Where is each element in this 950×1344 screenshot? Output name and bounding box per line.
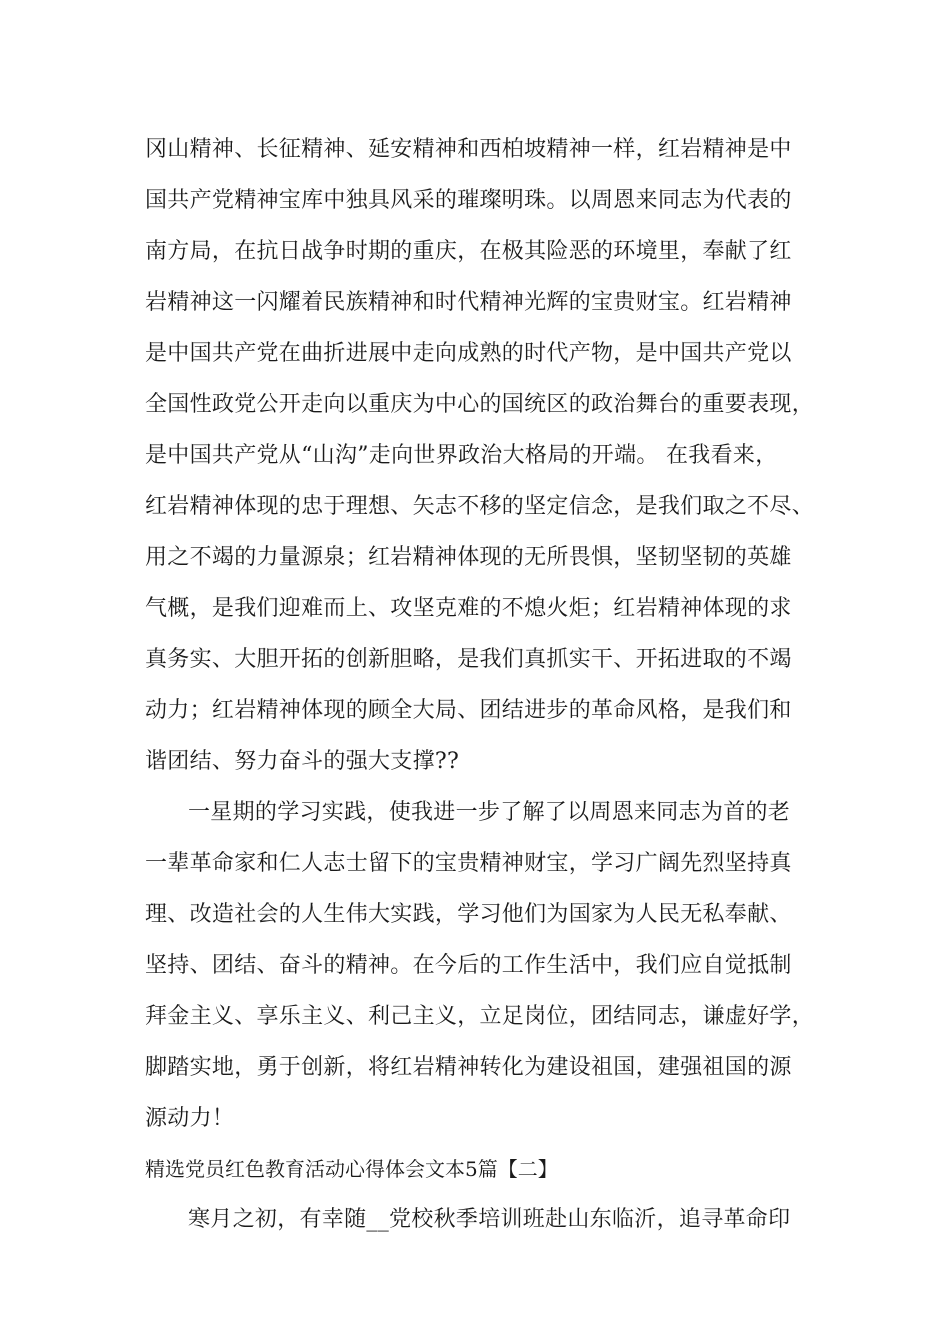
text-line: 用之不竭的力量源泉；红岩精神体现的无所畏惧，坚韧坚韧的英雄 (145, 545, 792, 570)
paragraph-first-line: 寒月之初，有幸随__党校秋季培训班赴山东临沂，追寻革命印 (188, 1207, 791, 1232)
text-line: 全国性政党公开走向以重庆为中心的国统区的政治舞台的重要表现， (145, 392, 815, 417)
text-line: 谐团结、努力奋斗的强大支撑?? (145, 749, 460, 774)
text-line: 是中国共产党在曲折进展中走向成熟的时代产物，是中国共产党以 (145, 341, 792, 366)
section-heading: 精选党员红色教育活动心得体会文本5篇【二】 (145, 1157, 558, 1181)
text-line: 动力；红岩精神体现的顾全大局、团结进步的革命风格，是我们和 (145, 698, 792, 723)
text-line: 气概，是我们迎难而上、攻坚克难的不熄火炬；红岩精神体现的求 (145, 596, 792, 621)
text-line: 红岩精神体现的忠于理想、矢志不移的坚定信念，是我们取之不尽、 (145, 494, 815, 519)
text-line: 源动力！ (145, 1106, 235, 1131)
text-line: 岩精神这一闪耀着民族精神和时代精神光辉的宝贵财宝。红岩精神 (145, 290, 792, 315)
text-line: 国共产党精神宝库中独具风采的璀璨明珠。以周恩来同志为代表的 (145, 188, 792, 213)
paragraph-first-line: 一星期的学习实践，使我进一步了解了以周恩来同志为首的老 (188, 800, 791, 825)
text-line: 一辈革命家和仁人志士留下的宝贵精神财宝，学习广阔先烈坚持真 (145, 851, 792, 876)
text-line: 理、改造社会的人生伟大实践，学习他们为国家为人民无私奉献、 (145, 902, 792, 927)
text-line: 真务实、大胆开拓的创新胆略，是我们真抓实干、开拓进取的不竭 (145, 647, 792, 672)
text-line: 坚持、团结、奋斗的精神。在今后的工作生活中，我们应自觉抵制 (145, 953, 792, 978)
text-line: 脚踏实地，勇于创新，将红岩精神转化为建设祖国，建强祖国的源 (145, 1055, 792, 1080)
text-line: 冈山精神、长征精神、延安精神和西柏坡精神一样，红岩精神是中 (145, 137, 792, 162)
text-line: 是中国共产党从“山沟”走向世界政治大格局的开端。 在我看来， (145, 443, 778, 468)
text-line: 拜金主义、享乐主义、利己主义，立足岗位，团结同志，谦虚好学， (145, 1004, 815, 1029)
text-line: 南方局，在抗日战争时期的重庆，在极其险恶的环境里，奉献了红 (145, 239, 792, 264)
